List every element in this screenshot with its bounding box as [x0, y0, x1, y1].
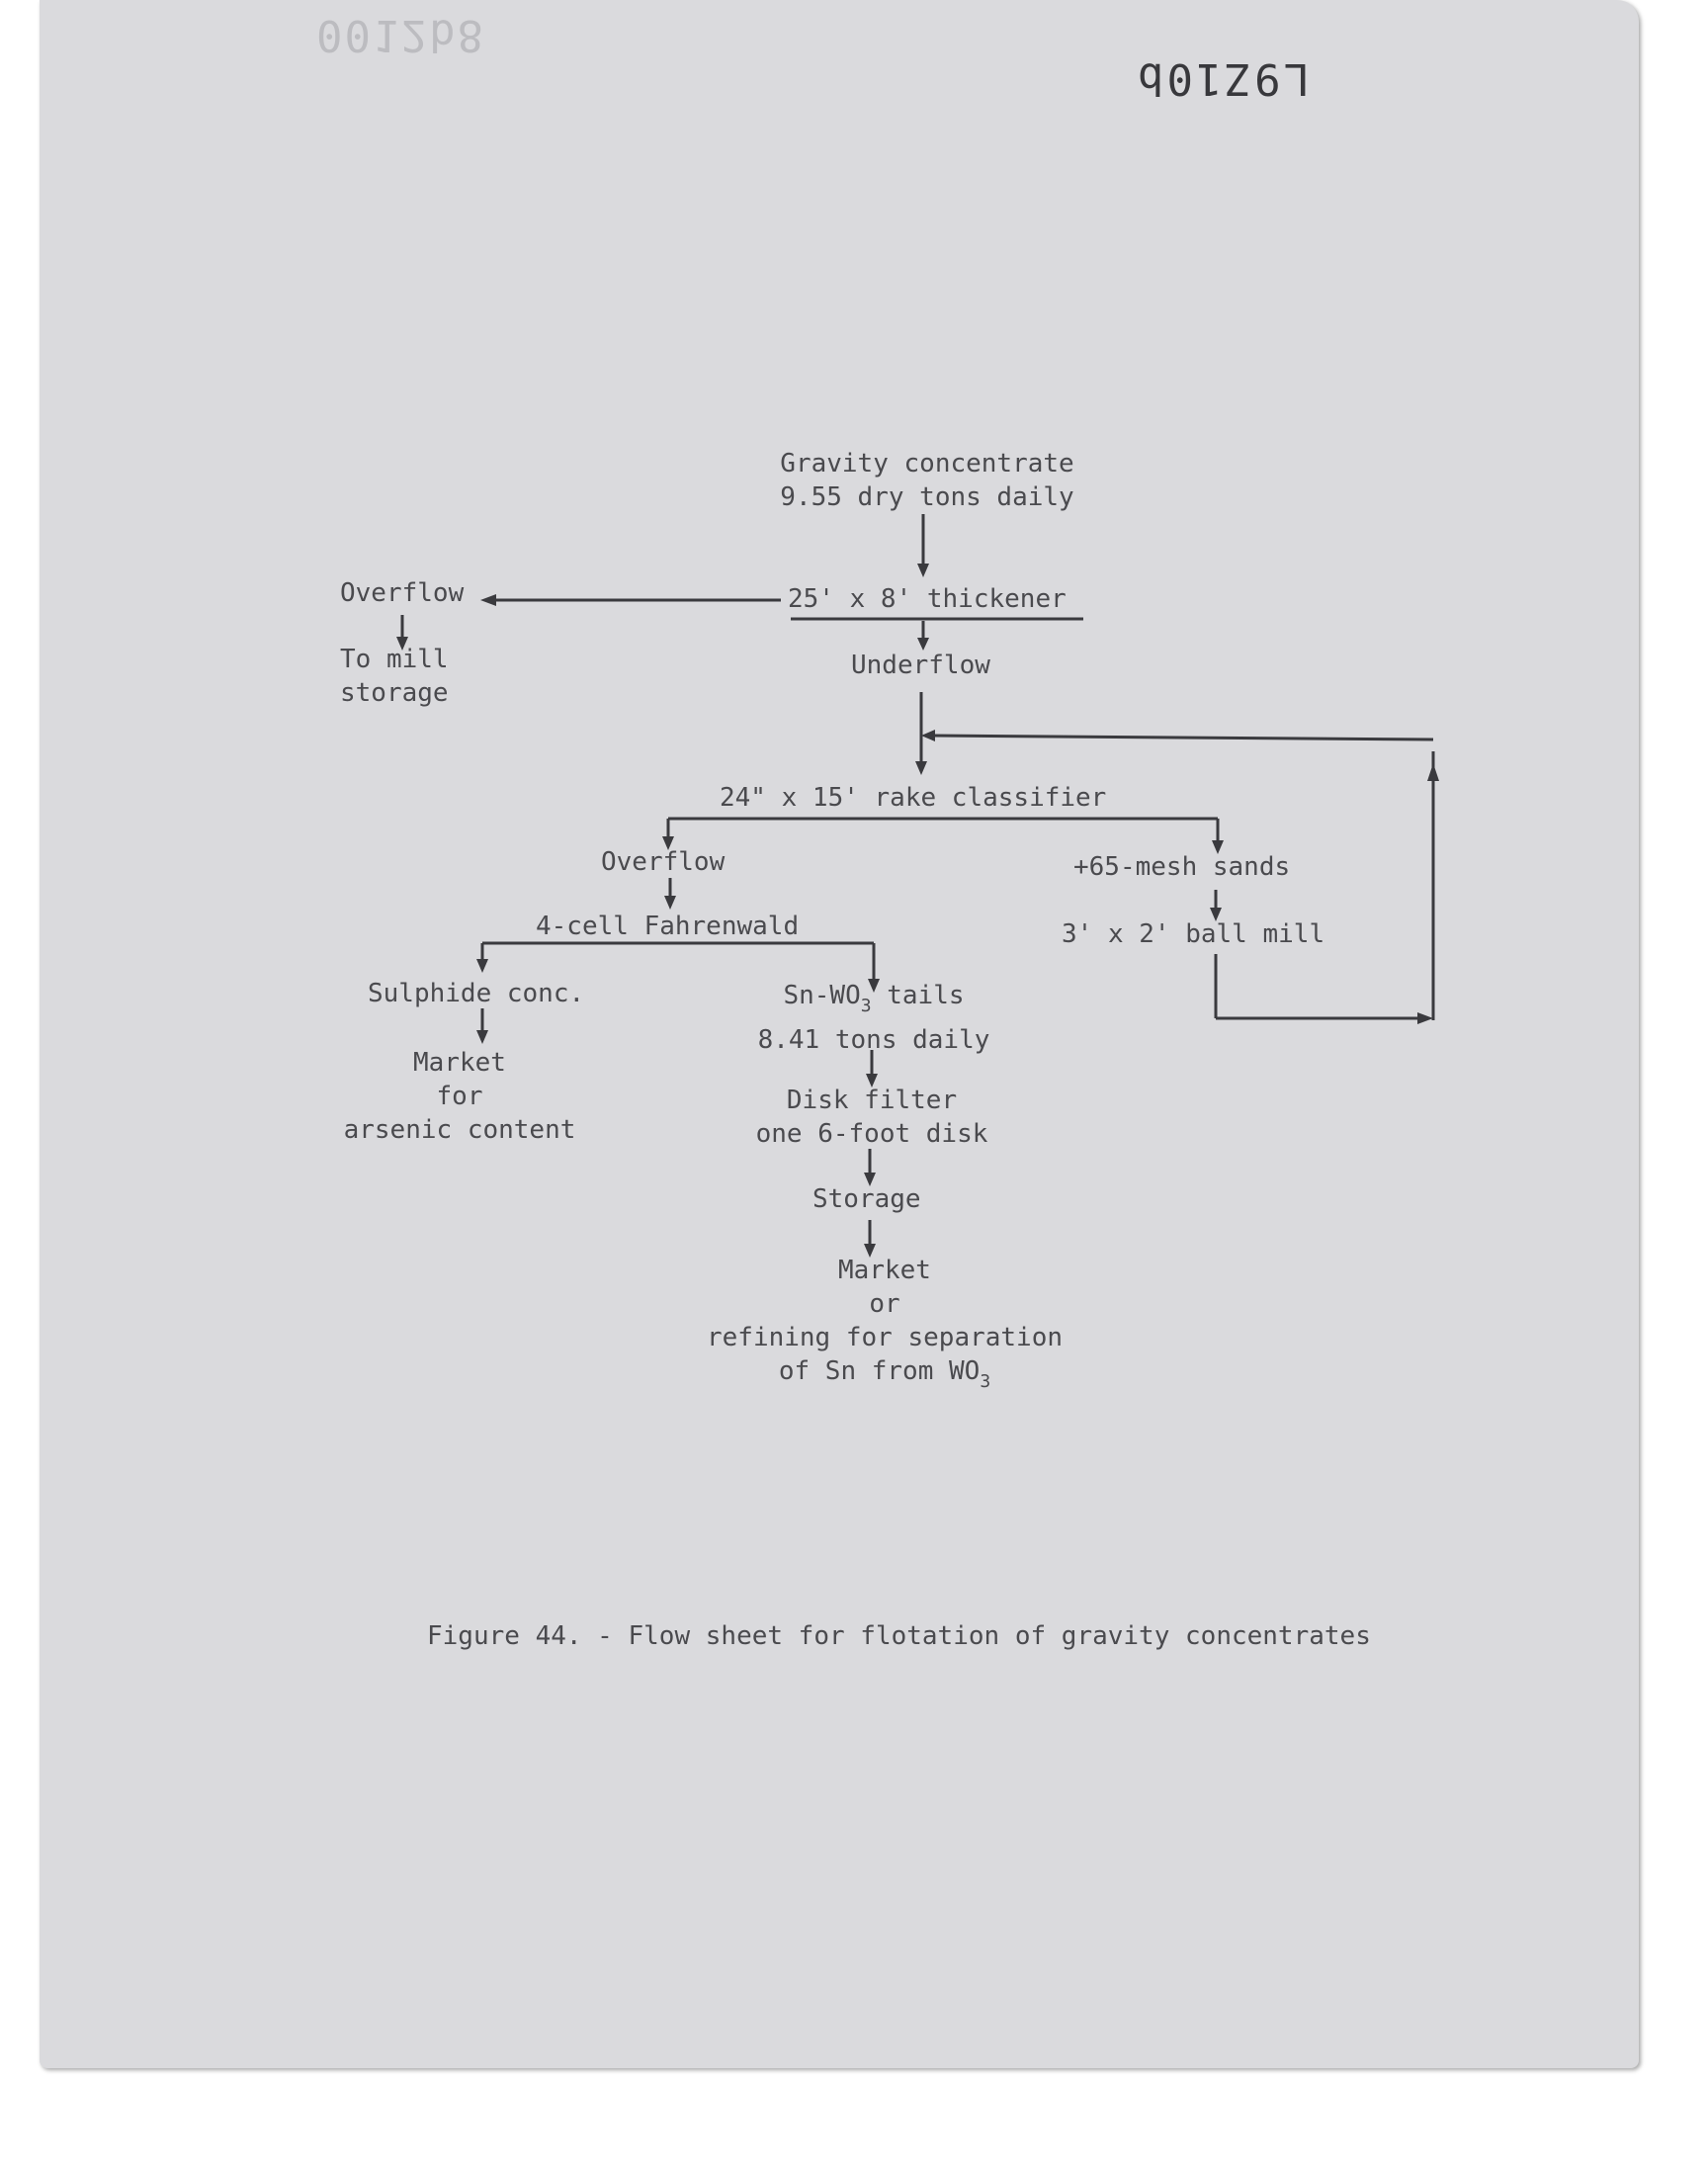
arrowhead — [917, 564, 929, 577]
tails-post: tails — [871, 981, 965, 1010]
tails-sub: 3 — [860, 996, 872, 1016]
final-line1: Market — [838, 1256, 931, 1285]
market-line3: arsenic content — [343, 1115, 576, 1145]
node-classifier-overflow: Overflow — [601, 847, 726, 877]
market-line2: for — [436, 1082, 483, 1111]
node-thickener-overflow: Overflow — [340, 578, 465, 608]
node-market-arsenic — [344, 1046, 576, 1147]
node-rake-classifier: 24" x 15' rake classifier — [720, 783, 1107, 813]
gravity-line1: Gravity concentrate — [780, 449, 1074, 478]
stamped-page-number: L9Z10b — [1135, 53, 1310, 104]
final-line2: or — [869, 1289, 900, 1319]
tails-line2: 8.41 tons daily — [757, 1025, 990, 1055]
node-mesh-sands: +65-mesh sands — [1073, 852, 1291, 882]
disk-line2: one 6-foot disk — [755, 1119, 988, 1149]
market-line1: Market — [413, 1048, 506, 1078]
node-thickener: 25' x 8' thickener — [788, 584, 1067, 614]
tails-line1 — [758, 979, 990, 1023]
arrowhead — [915, 761, 927, 775]
gravity-line2: 9.55 dry tons daily — [780, 482, 1074, 512]
disk-line1: Disk filter — [786, 1086, 958, 1115]
recycle-top — [933, 736, 1433, 740]
node-fahrenwald: 4-cell Fahrenwald — [536, 912, 800, 941]
node-sulphide-conc: Sulphide conc. — [368, 979, 585, 1008]
mill-line1: To mill — [340, 645, 449, 674]
arrowhead — [664, 896, 676, 910]
node-to-mill-storage — [340, 643, 449, 710]
faint-page-number: 0012b8 — [316, 10, 485, 60]
arrowhead — [480, 594, 496, 606]
arrowhead — [476, 959, 488, 973]
node-ball-mill: 3' x 2' ball mill — [1062, 919, 1325, 949]
node-storage: Storage — [812, 1184, 921, 1214]
arrowhead — [921, 730, 935, 741]
node-tails — [758, 979, 990, 1057]
node-final-market — [707, 1254, 1063, 1399]
final-line4-pre: of Sn from WO — [778, 1356, 981, 1386]
final-line4 — [707, 1354, 1063, 1399]
node-gravity-concentrate — [780, 447, 1073, 514]
arrowhead — [1427, 763, 1439, 781]
node-disk-filter — [756, 1084, 988, 1151]
final-line4-sub: 3 — [980, 1371, 991, 1392]
tails-pre: Sn-WO — [783, 981, 861, 1010]
figure-caption: Figure 44. - Flow sheet for flotation of gravity concentrates — [427, 1621, 1371, 1651]
node-underflow: Underflow — [851, 651, 990, 680]
mill-line2: storage — [340, 678, 449, 708]
arrowhead — [1417, 1012, 1433, 1024]
final-line3: refining for separation — [706, 1323, 1064, 1352]
arrowhead — [476, 1030, 488, 1044]
